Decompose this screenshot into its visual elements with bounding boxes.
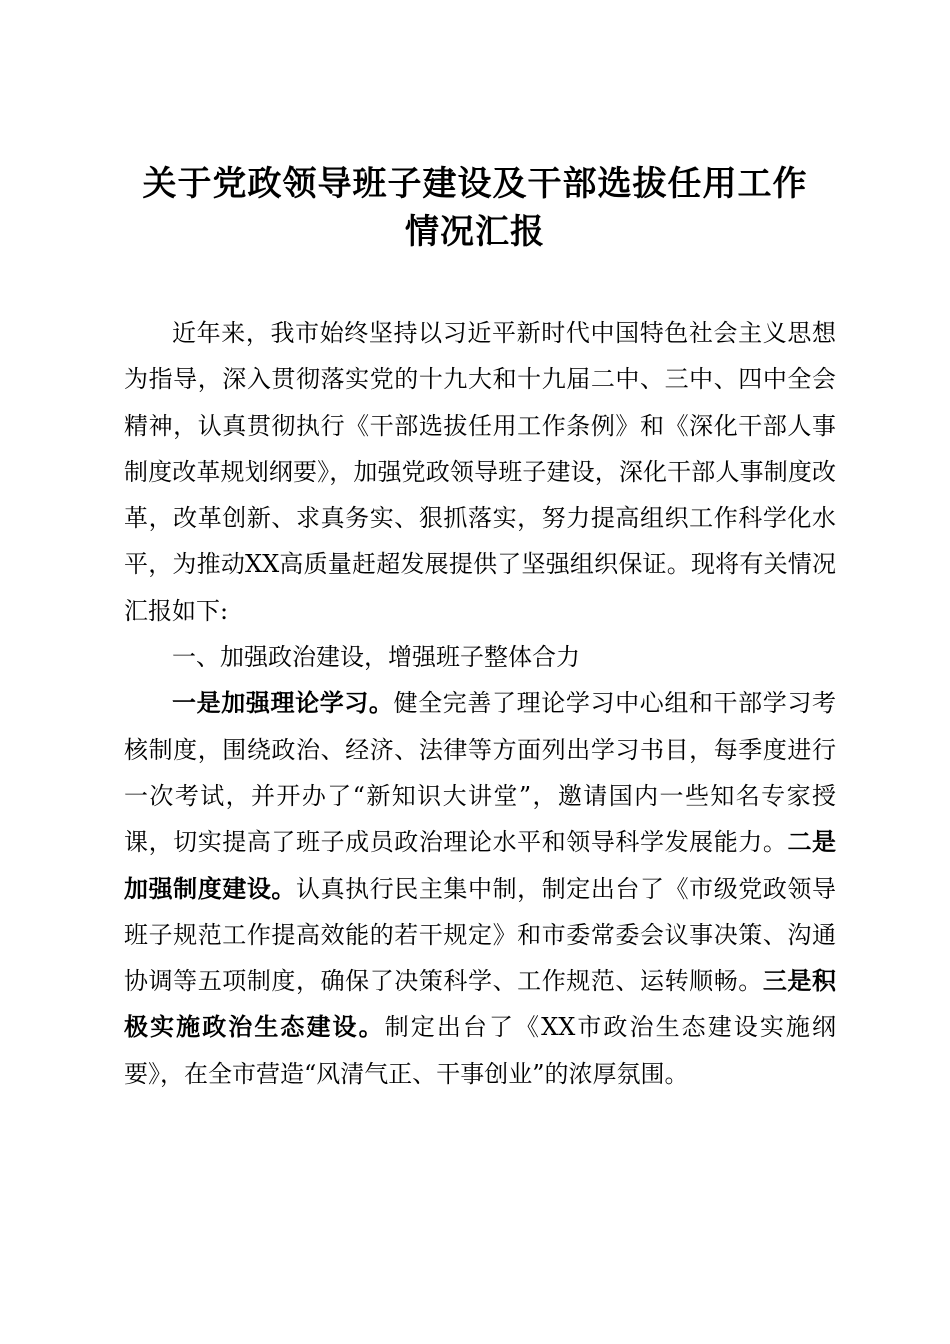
document-title-line-1: 关于党政领导班子建设及干部选拔任用工作 — [142, 164, 808, 204]
intro-paragraph: 近年来，我市始终坚持以习近平新时代中国特色社会主义思想为指导，深入贯彻落实党的十九大和十九届二中、三中、四中全会精神，认真贯彻执行《干部选拔任用工作条例》和《深化干部人事制度改革规划纲要》，加强党政领导班子建设，深化干部人事制度改革，改革创新、求真务实、狠抓落实，努力提高组织工作科学化水平，为推动XX高质量赶超发展提供了坚强组织保证。现将有关情况汇报如下: — [124, 319, 836, 625]
point-1-lead: 一是加强理论学习。 — [172, 688, 394, 718]
point-3-text: 制定出台了《XX市政治生态建设实施纲要》，在全市营造“风清气正、干事创业”的浓厚氛围。 — [124, 1013, 836, 1088]
document-body — [124, 310, 836, 1097]
section-1-heading: 一、加强政治建设，增强班子整体合力 — [172, 643, 580, 672]
point-2-lead: 二是加强制度建设。 — [124, 827, 837, 903]
point-1-text: 健全完善了理论学习中心组和干部学习考核制度，围绕政治、经济、法律等方面列出学习书目，每季度进行一次考试，并开办了“新知识大讲堂”，邀请国内一些知名专家授课，切实提高了班子成员政治理论水平和领导科学发展能力。 — [124, 689, 837, 857]
section-1-paragraph — [124, 680, 836, 1097]
point-3-lead: 三是积极实施政治生态建设。 — [124, 966, 837, 1042]
document-title-line-2: 情况汇报 — [405, 212, 545, 252]
point-2-text: 认真执行民主集中制，制定出台了《市级党政领导班子规范工作提高效能的若干规定》和市委常委会议事决策、沟通协调等五项制度，确保了决策科学、工作规范、运转顺畅。 — [124, 874, 836, 996]
